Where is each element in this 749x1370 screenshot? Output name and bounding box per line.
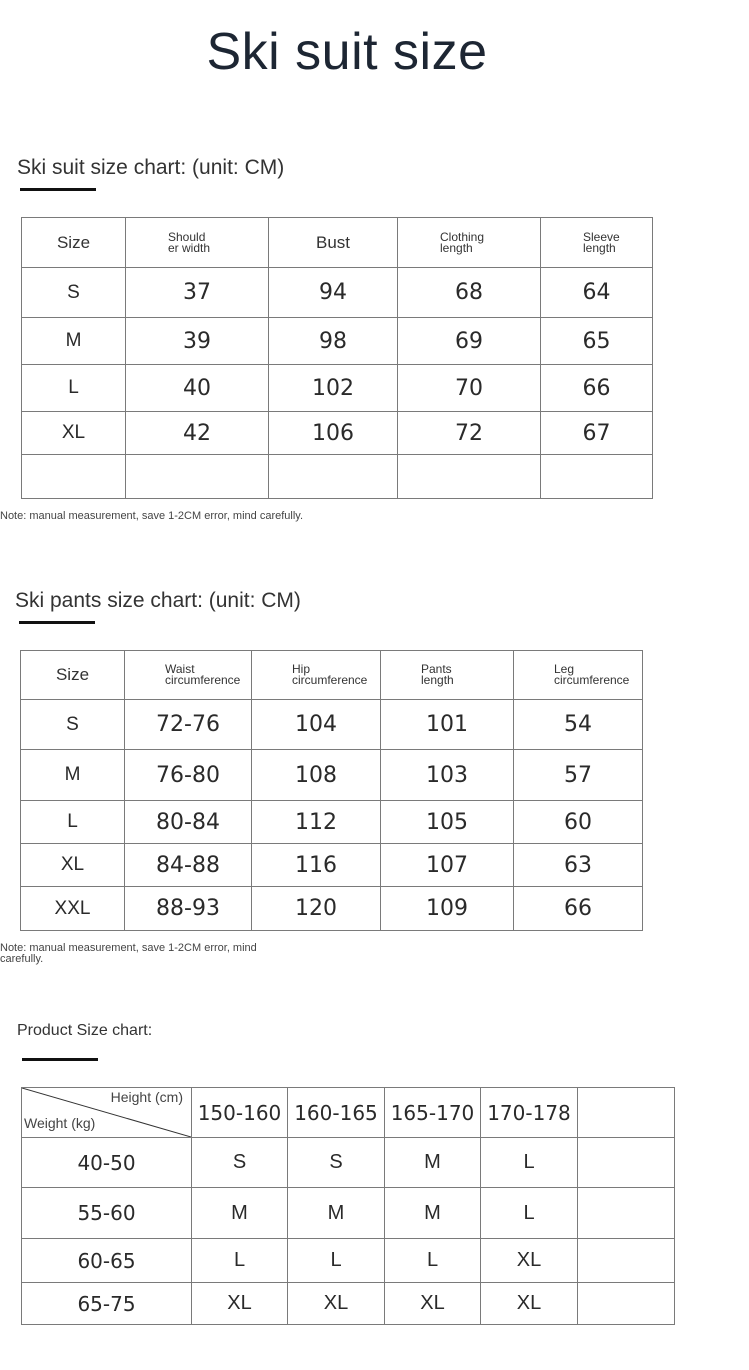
pants-size-cell: XL — [21, 844, 125, 887]
suit-size-cell: XL — [22, 412, 126, 455]
pants-value-cell: 116 — [252, 844, 381, 887]
pants-header-cell — [381, 651, 514, 700]
pants-value-cell: 54 — [514, 700, 643, 750]
pants-header-row — [21, 651, 643, 700]
pants-header-text: circumference — [554, 673, 630, 687]
pants-header-cell — [252, 651, 381, 700]
suit-value-cell — [269, 455, 398, 499]
product-size-cell — [578, 1138, 675, 1188]
product-size-cell: S — [192, 1138, 288, 1188]
pants-header-cell — [514, 651, 643, 700]
product-size-cell — [578, 1283, 675, 1325]
suit-header-text: length — [440, 240, 473, 255]
suit-value-cell: 66 — [541, 365, 653, 412]
suit-header-cell — [269, 218, 398, 268]
suit-value-cell: 39 — [126, 318, 269, 365]
pants-size-cell: S — [21, 700, 125, 750]
suit-title-underline — [20, 188, 96, 191]
pants-header-cell — [21, 651, 125, 700]
pants-header-text: Hip — [292, 662, 311, 676]
suit-header-text: Bust — [315, 232, 351, 252]
product-size-table — [21, 1087, 675, 1325]
product-header-row — [22, 1088, 675, 1138]
pants-size-cell: L — [21, 801, 125, 844]
product-size-cell: M — [385, 1188, 481, 1239]
suit-value-cell: 98 — [269, 318, 398, 365]
suit-value-cell — [541, 455, 653, 499]
pants-value-cell: 107 — [381, 844, 514, 887]
suit-header-text: er width — [168, 240, 211, 255]
suit-table-row — [22, 455, 653, 499]
suit-header-text: Size — [56, 232, 91, 252]
product-size-cell: L — [385, 1239, 481, 1283]
pants-header-text: length — [421, 673, 454, 687]
suit-value-cell: 69 — [398, 318, 541, 365]
product-section-title: Product Size chart: — [17, 1022, 153, 1039]
suit-section-title: Ski suit size chart: (unit: CM) — [17, 156, 285, 179]
pants-table-row — [21, 801, 643, 844]
product-size-cell: S — [288, 1138, 385, 1188]
product-size-cell — [578, 1239, 675, 1283]
pants-value-cell: 76-80 — [125, 750, 252, 801]
pants-header-text: Size — [55, 665, 90, 684]
pants-value-cell: 108 — [252, 750, 381, 801]
corner-weight-label: Weight (kg) — [24, 1115, 96, 1131]
pants-table-row — [21, 887, 643, 931]
suit-size-cell: M — [22, 318, 126, 365]
pants-note-line-1: Note: manual measurement, save 1-2CM error, mind — [0, 942, 257, 954]
product-size-cell: XL — [481, 1283, 578, 1325]
suit-header-text: Clothing — [440, 229, 485, 244]
suit-size-cell — [22, 455, 126, 499]
suit-header-cell — [398, 218, 541, 268]
pants-size-table — [20, 650, 643, 931]
product-weight-cell: 40-50 — [22, 1138, 192, 1188]
suit-value-cell: 37 — [126, 268, 269, 318]
suit-table-row — [22, 365, 653, 412]
suit-header-row — [22, 218, 653, 268]
pants-table-row — [21, 844, 643, 887]
pants-header-cell — [125, 651, 252, 700]
suit-header-text: Sleeve — [583, 229, 620, 244]
pants-header-text: Leg — [554, 662, 575, 676]
pants-value-cell: 57 — [514, 750, 643, 801]
suit-value-cell — [126, 455, 269, 499]
product-size-cell: L — [481, 1188, 578, 1239]
pants-value-cell: 112 — [252, 801, 381, 844]
pants-value-cell: 84-88 — [125, 844, 252, 887]
product-height-header: 165-170 — [385, 1088, 481, 1138]
pants-table-row — [21, 750, 643, 801]
suit-size-cell: S — [22, 268, 126, 318]
pants-value-cell: 66 — [514, 887, 643, 931]
suit-value-cell: 65 — [541, 318, 653, 365]
product-size-cell: XL — [288, 1283, 385, 1325]
suit-value-cell: 68 — [398, 268, 541, 318]
product-height-header — [578, 1088, 675, 1138]
suit-value-cell: 64 — [541, 268, 653, 318]
pants-section-title: Ski pants size chart: (unit: CM) — [15, 589, 301, 612]
product-size-cell: L — [192, 1239, 288, 1283]
pants-value-cell: 103 — [381, 750, 514, 801]
pants-value-cell: 88-93 — [125, 887, 252, 931]
corner-height-label: Height (cm) — [110, 1089, 183, 1105]
pants-value-cell: 60 — [514, 801, 643, 844]
product-title-underline — [22, 1058, 98, 1061]
product-table-row — [22, 1138, 675, 1188]
suit-header-text: length — [583, 240, 616, 255]
suit-table-row — [22, 318, 653, 365]
product-height-header: 170-178 — [481, 1088, 578, 1138]
pants-table-row — [21, 700, 643, 750]
pants-header-text: circumference — [292, 673, 368, 687]
suit-header-cell — [541, 218, 653, 268]
suit-value-cell: 72 — [398, 412, 541, 455]
product-height-header: 160-165 — [288, 1088, 385, 1138]
product-size-cell: M — [288, 1188, 385, 1239]
product-table-row — [22, 1239, 675, 1283]
product-height-header: 150-160 — [192, 1088, 288, 1138]
suit-value-cell: 67 — [541, 412, 653, 455]
product-size-cell: XL — [481, 1239, 578, 1283]
pants-value-cell: 72-76 — [125, 700, 252, 750]
pants-title-underline — [19, 621, 95, 624]
suit-value-cell: 106 — [269, 412, 398, 455]
pants-note — [0, 943, 257, 965]
page-title: Ski suit size — [206, 23, 488, 81]
suit-header-cell — [126, 218, 269, 268]
suit-header-cell — [22, 218, 126, 268]
suit-note: Note: manual measurement, save 1-2CM error, mind carefully. — [0, 510, 304, 522]
pants-value-cell: 109 — [381, 887, 514, 931]
pants-header-text: circumference — [165, 673, 241, 687]
product-size-cell: XL — [385, 1283, 481, 1325]
product-weight-cell: 55-60 — [22, 1188, 192, 1239]
suit-value-cell: 94 — [269, 268, 398, 318]
suit-header-text: Should — [168, 229, 206, 244]
pants-value-cell: 80-84 — [125, 801, 252, 844]
product-size-cell: L — [481, 1138, 578, 1188]
suit-table-row — [22, 412, 653, 455]
product-size-cell — [578, 1188, 675, 1239]
product-corner-cell — [22, 1088, 192, 1138]
pants-value-cell: 120 — [252, 887, 381, 931]
product-size-cell: L — [288, 1239, 385, 1283]
suit-value-cell: 40 — [126, 365, 269, 412]
suit-value-cell: 102 — [269, 365, 398, 412]
product-size-cell: M — [385, 1138, 481, 1188]
suit-value-cell — [398, 455, 541, 499]
pants-value-cell: 63 — [514, 844, 643, 887]
pants-value-cell: 101 — [381, 700, 514, 750]
product-weight-cell: 60-65 — [22, 1239, 192, 1283]
pants-note-line-2: carefully. — [0, 953, 44, 965]
product-table-row — [22, 1188, 675, 1239]
suit-value-cell: 42 — [126, 412, 269, 455]
suit-size-cell: L — [22, 365, 126, 412]
pants-header-text: Waist — [165, 662, 195, 676]
pants-value-cell: 105 — [381, 801, 514, 844]
suit-size-table — [21, 217, 653, 499]
pants-header-text: Pants — [421, 662, 452, 676]
product-weight-cell: 65-75 — [22, 1283, 192, 1325]
product-size-cell: XL — [192, 1283, 288, 1325]
suit-table-row — [22, 268, 653, 318]
pants-size-cell: XXL — [21, 887, 125, 931]
product-size-cell: M — [192, 1188, 288, 1239]
pants-value-cell: 104 — [252, 700, 381, 750]
pants-size-cell: M — [21, 750, 125, 801]
suit-value-cell: 70 — [398, 365, 541, 412]
product-table-row — [22, 1283, 675, 1325]
